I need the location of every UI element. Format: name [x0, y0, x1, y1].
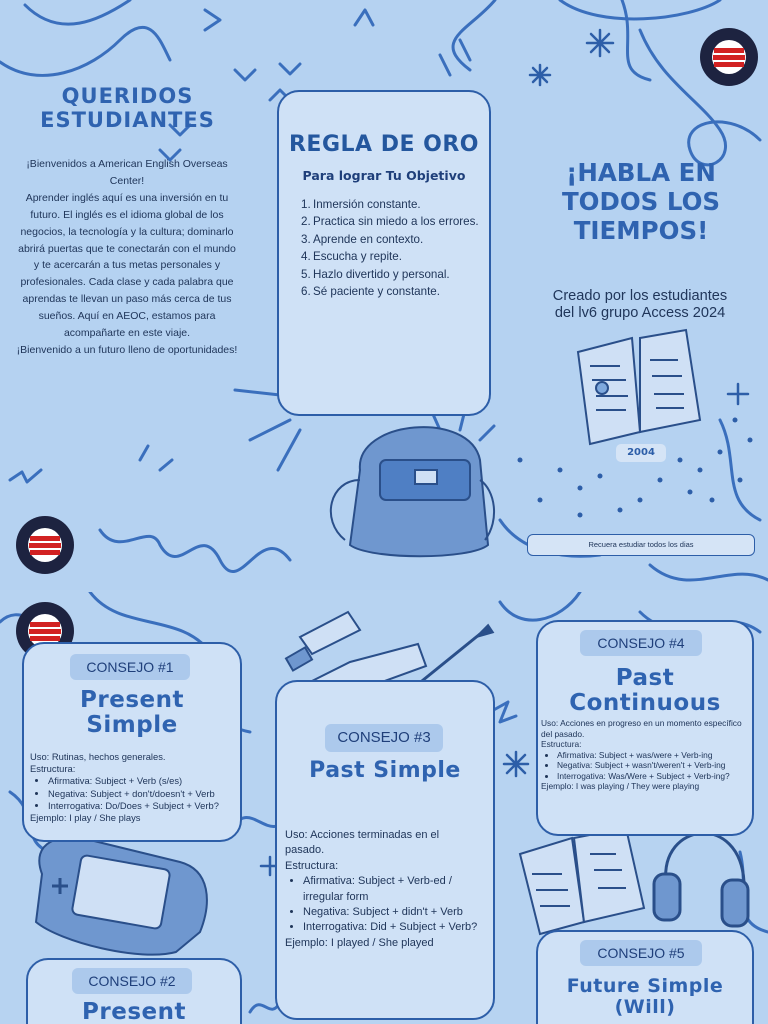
headline-line: TIEMPOS! [573, 216, 709, 245]
list-item: 2. Practica sin miedo a los errores. [301, 215, 479, 229]
game-console-icon [36, 837, 207, 954]
headline-line: TODOS LOS [561, 187, 721, 216]
welcome-title-line: ESTUDIANTES [40, 108, 215, 132]
list-item: • Afirmativa: Subject + was/were + Verb-ing [557, 750, 747, 761]
backpack-icon [331, 399, 494, 556]
credit-line: Creado por los estudiantes [552, 288, 728, 304]
tip-example: Ejemplo: I was playing / They were playing [541, 781, 700, 791]
list-item: • Afirmativa: Subject + Verb-ed / irregular form [303, 874, 481, 905]
welcome-title-line: QUERIDOS [61, 84, 194, 108]
welcome-paragraph: ¡Bienvenido a un futuro lleno de oportunidades! [16, 343, 238, 356]
list-item: 1. Inmersión constante. [301, 198, 421, 211]
list-item: • Negativa: Subject + don't/doesn't + Verb [48, 788, 236, 800]
open-book-icon [578, 330, 700, 444]
tip-title: Past Simple [309, 758, 461, 783]
tip-body [541, 718, 747, 792]
headline [526, 158, 756, 245]
tip-card-2 [26, 958, 242, 1024]
aeoc-logo [16, 516, 74, 574]
list-item: • Interrogativa: Was/Were + Subject + Verb-ing? [557, 771, 747, 782]
list-item: • Negativa: Subject + didn't + Verb [303, 905, 481, 920]
credit-line: del lv6 grupo Access 2024 [554, 305, 726, 321]
tip-example: Ejemplo: I played / She played [285, 936, 434, 949]
tip-structure-label: Estructura: [285, 859, 339, 872]
list-item: • Afirmativa: Subject + Verb (s/es) [48, 775, 236, 787]
tip-structure-list [30, 775, 236, 812]
tip-card-3 [275, 680, 495, 1020]
tip-body [30, 751, 236, 824]
tip-body [285, 828, 481, 951]
tip-structure-label: Estructura: [30, 763, 76, 775]
list-item: 4. Escucha y repite. [301, 250, 402, 264]
welcome-title [20, 84, 235, 132]
tip-title: Present Simple [80, 687, 184, 738]
tip-label: CONSEJO #2 [72, 968, 192, 994]
tip-usage: Uso: Acciones terminadas en el pasado. [285, 829, 440, 857]
tip-example: Ejemplo: I play / She plays [30, 812, 141, 824]
golden-rule-subtitle: Para lograr Tu Objetivo [302, 168, 466, 183]
list-item: • Negativa: Subject + wasn't/weren't + Verb-ing [557, 760, 747, 771]
tip-label: CONSEJO #5 [580, 940, 702, 966]
welcome-paragraph: ¡Bienvenidos a American English Overseas Center! [26, 158, 228, 187]
tip-label: CONSEJO #1 [70, 654, 190, 680]
brochure-inside-panel [0, 592, 768, 1024]
list-item: 3. Aprende en contexto. [301, 232, 424, 246]
list-item: • Interrogativa: Do/Does + Subject + Verb? [48, 800, 236, 812]
golden-rule-card [277, 90, 491, 416]
open-book-icon [520, 828, 644, 934]
credit-text [530, 288, 750, 322]
tip-label: CONSEJO #4 [580, 630, 702, 656]
golden-rule-list [301, 196, 481, 300]
tip-structure-list [541, 750, 747, 782]
welcome-text [16, 156, 238, 359]
reminder-box: Recuera estudiar todos los dias [527, 534, 755, 556]
tip-card-4 [536, 620, 754, 836]
tip-title: Past Continuous [569, 665, 721, 716]
golden-rule-title: REGLA DE ORO [288, 132, 480, 157]
aeoc-logo [700, 28, 758, 86]
year-badge: 2004 [616, 444, 666, 462]
headphones-icon [654, 833, 748, 926]
list-item: • Interrogativa: Did + Subject + Verb? [303, 920, 481, 935]
headline-line: ¡HABLA EN [566, 158, 716, 187]
tip-card-5 [536, 930, 754, 1024]
tip-structure-label: Estructura: [541, 739, 582, 749]
list-item: 6. Sé paciente y constante. [301, 285, 440, 299]
tip-label: CONSEJO #3 [325, 724, 443, 752]
tip-title: Future Simple (Will) [566, 975, 724, 1018]
tip-usage: Uso: Rutinas, hechos generales. [30, 751, 166, 762]
tip-title: Present [82, 999, 186, 1024]
tip-structure-list [285, 874, 481, 936]
tip-card-1 [22, 642, 242, 842]
tip-usage: Uso: Acciones en progreso en un momento específico del pasado. [541, 718, 742, 739]
list-item: 5. Hazlo divertido y personal. [301, 267, 450, 281]
welcome-paragraph: Aprender inglés aquí es una inversión en tu futuro. El inglés es el idioma global de los negocios, la tecnología y la cultura; dominarlo abrirá puertas que te conectarán con el mundo y te acercarán a tus metas personales y profesionales. Cada clase y cada palabra que aprendas te llevan un paso más cerca de tus sueños. Aquí en AEOC, estamos para acompañarte en este viaje. [18, 191, 236, 340]
